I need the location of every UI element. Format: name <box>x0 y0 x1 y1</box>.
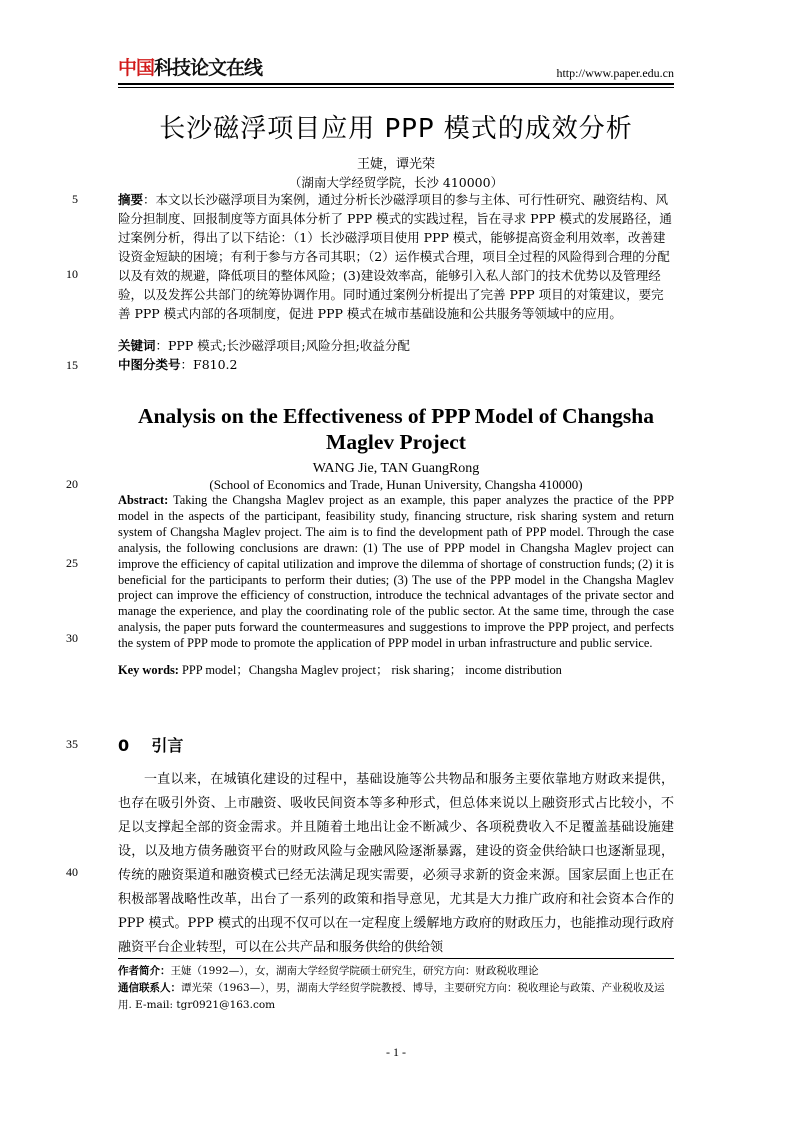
section-title: 引言 <box>151 736 184 755</box>
logo-red-part: 中国 <box>118 57 155 79</box>
footnote-author-text: 王婕（1992—），女，湖南大学经贸学院硕士研究生，研究方向：财政税收理论 <box>170 965 539 977</box>
chinese-abstract <box>118 190 674 323</box>
header-rule-thin <box>118 87 674 88</box>
line-number: 35 <box>66 737 78 751</box>
line-number: 20 <box>66 477 78 491</box>
line-number: 10 <box>66 267 78 281</box>
english-keywords <box>118 663 674 679</box>
page-number: - 1 - <box>386 1045 406 1059</box>
footnote-rule <box>118 958 674 959</box>
footnote-author <box>118 963 674 980</box>
chinese-keywords-label: 关键词 <box>118 338 156 353</box>
footnote-contact-label: 通信联系人： <box>118 982 181 994</box>
section-number: 0 <box>118 736 130 755</box>
english-keywords-label: Key words: <box>118 663 179 677</box>
english-title: Analysis on the Effectiveness of PPP Model of Changsha Maglev Project <box>138 404 654 454</box>
footnote <box>118 963 674 1014</box>
english-abstract-label: Abstract: <box>118 493 169 507</box>
english-authors: WANG Jie, TAN GuangRong <box>312 461 480 476</box>
chinese-abstract-label: 摘要 <box>118 192 144 207</box>
header-rule-thick <box>118 83 674 85</box>
journal-logo <box>118 58 290 80</box>
intro-paragraph: 一直以来，在城镇化建设的过程中，基础设施等公共物品和服务主要依靠地方财政来提供，也存在吸引外资、上市融资、吸收民间资本等多种形式，但总体来说以上融资形式占比较小，不足以支撑起全部的资金需求。并且随着土地出让金不断减少、各项税费收入不足覆盖基础设施建设，以及地方债务融资平台的财政风险与金融风险逐渐暴露，建设的资金供给缺口也逐渐显现，传统的融资渠道和融资模式已经无法满足现实需要，必须寻求新的资金来源。国家层面上也正在积极部署战略性改革，出台了一系列的政策和指导意见，尤其是大力推广政府和社会资本合作的 PPP 模式。PPP 模式的出现不仅可以在一定程度上缓解地方政府的财政压力，也能推动现行政府融资平台企业转型，可以在公共产品和服务供给的供给领 <box>118 772 674 955</box>
english-keywords-text: PPP model；Changsha Maglev project； risk sharing； income distribution <box>178 663 562 677</box>
line-number: 25 <box>66 556 78 570</box>
chinese-abstract-text: ：本文以长沙磁浮项目为案例，通过分析长沙磁浮项目的参与主体、可行性研究、融资结构、风险分担制度、回报制度等方面具体分析了 PPP 模式的实践过程，旨在寻求 PPP 模式的发展路径，通过案例分析，得出了以下结论：（1）长沙磁浮项目使用 PPP 模式，能够提高资金利用效率，改善建设资金短缺的困境；有利于参与方各司其职；（2）运作模式合理，项目全过程的风险得到合理的分配以及有效的规避，降低项目的整体风险；(3)建设效率高，能够引入私人部门的技术优势以及管理经验，以及发挥公共部门的统筹协调作用。同时通过案例分析提出了完善 PPP 项目的对策建议，要完善 PPP 模式内部的各项制度，促进 PPP 模式在城市基础设施和公共服务等领域中的应用。 <box>118 192 672 321</box>
classification-value: ：F810.2 <box>180 357 238 372</box>
chinese-classification <box>118 355 674 374</box>
english-abstract <box>118 493 674 652</box>
english-abstract-text: Taking the Changsha Maglev project as an example, this paper analyzes the practice of the PPP model in the aspects of the participant, feasibility study, financing structure, risk sharing system and return system of Changsha Maglev project. The aim is to find the development path of PPP model. Through the case analysis, the following conclusions are drawn: (1) The use of PPP model in Changsha Maglev project can improve the efficiency of capital utilization and improve the dilemma of shortage of construction funds; (2) it is beneficial for the participants to perform their duties; (3) The use of the PPP model in the Changsha Maglev project can improve the efficiency of construction, introduce the technical advantages of the private sector and manage the experience, and play the coordinating role of the public sector. At the same time, through the case analysis, the paper puts forward the countermeasures and suggestions to improve the PPP project, and perfects the system of PPP mode to promote the application of PPP model in urban infrastructure and public service. <box>118 493 674 651</box>
footnote-author-label: 作者简介： <box>118 965 171 977</box>
section-heading <box>118 733 183 756</box>
logo-black-part: 科技论文在线 <box>154 57 263 79</box>
chinese-authors: 王婕，谭光荣 <box>356 157 435 172</box>
classification-label: 中图分类号 <box>118 357 181 372</box>
line-number: 15 <box>66 358 78 372</box>
line-number: 5 <box>72 192 78 206</box>
chinese-keywords <box>118 336 674 355</box>
footnote-contact-text: 谭光荣（1963—），男，湖南大学经贸学院教授、博导，主要研究方向：税收理论与政策、产业税收及运用. E-mail: tgr0921@163.com <box>118 982 665 1011</box>
chinese-affiliation: （湖南大学经贸学院，长沙 410000） <box>288 175 504 190</box>
line-number: 40 <box>66 865 78 879</box>
english-affiliation: (School of Economics and Trade, Hunan University, Changsha 410000) <box>209 477 583 492</box>
chinese-keywords-text: ：PPP 模式;长沙磁浮项目;风险分担;收益分配 <box>155 338 410 353</box>
line-number: 30 <box>66 631 78 645</box>
journal-url[interactable]: http://www.paper.edu.cn <box>556 66 674 80</box>
footnote-contact <box>118 980 674 1014</box>
chinese-title: 长沙磁浮项目应用 PPP 模式的成效分析 <box>159 114 633 144</box>
